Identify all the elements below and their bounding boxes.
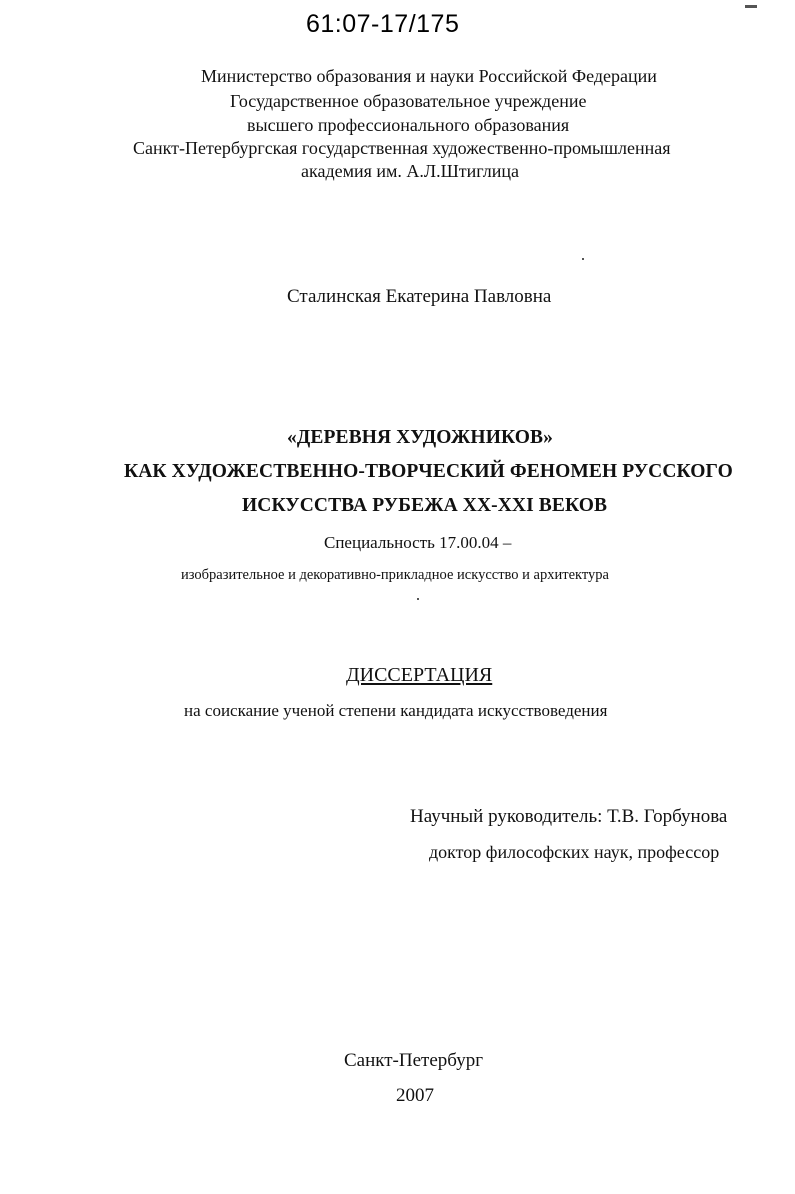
scan-corner-mark <box>745 5 757 8</box>
institution-line-academy: Санкт-Петербургская государственная художественно-промышленная <box>133 138 671 158</box>
institution-line-state-institution: Государственное образовательное учреждение <box>230 91 587 111</box>
institution-line-ministry: Министерство образования и науки Российской Федерации <box>201 66 657 86</box>
degree-description: на соискание ученой степени кандидата искусствоведения <box>184 701 608 720</box>
year: 2007 <box>396 1085 434 1106</box>
author-name: Сталинская Екатерина Павловна <box>287 286 552 307</box>
thesis-title-line-1: «ДЕРЕВНЯ ХУДОЖНИКОВ» <box>287 427 553 448</box>
supervisor-credentials: доктор философских наук, профессор <box>429 842 720 862</box>
specialty-name: изобразительное и декоративно-прикладное искусство и архитектура <box>181 567 609 583</box>
city: Санкт-Петербург <box>344 1050 484 1071</box>
scan-speck <box>582 258 584 260</box>
thesis-title-line-2: КАК ХУДОЖЕСТВЕННО-ТВОРЧЕСКИЙ ФЕНОМЕН РУССКОГО <box>124 461 733 482</box>
catalog-code-stamp: 61:07-17/175 <box>306 10 460 38</box>
institution-line-academy-name: академия им. А.Л.Штиглица <box>301 161 519 181</box>
institution-line-higher-education: высшего профессионального образования <box>247 115 570 135</box>
thesis-title-line-3: ИСКУССТВА РУБЕЖА XX-XXI ВЕКОВ <box>242 495 608 516</box>
scan-speck <box>417 598 419 600</box>
document-type-heading: ДИССЕРТАЦИЯ <box>346 664 493 686</box>
scientific-supervisor: Научный руководитель: Т.В. Горбунова <box>410 806 728 827</box>
specialty-code: Специальность 17.00.04 – <box>324 533 512 552</box>
